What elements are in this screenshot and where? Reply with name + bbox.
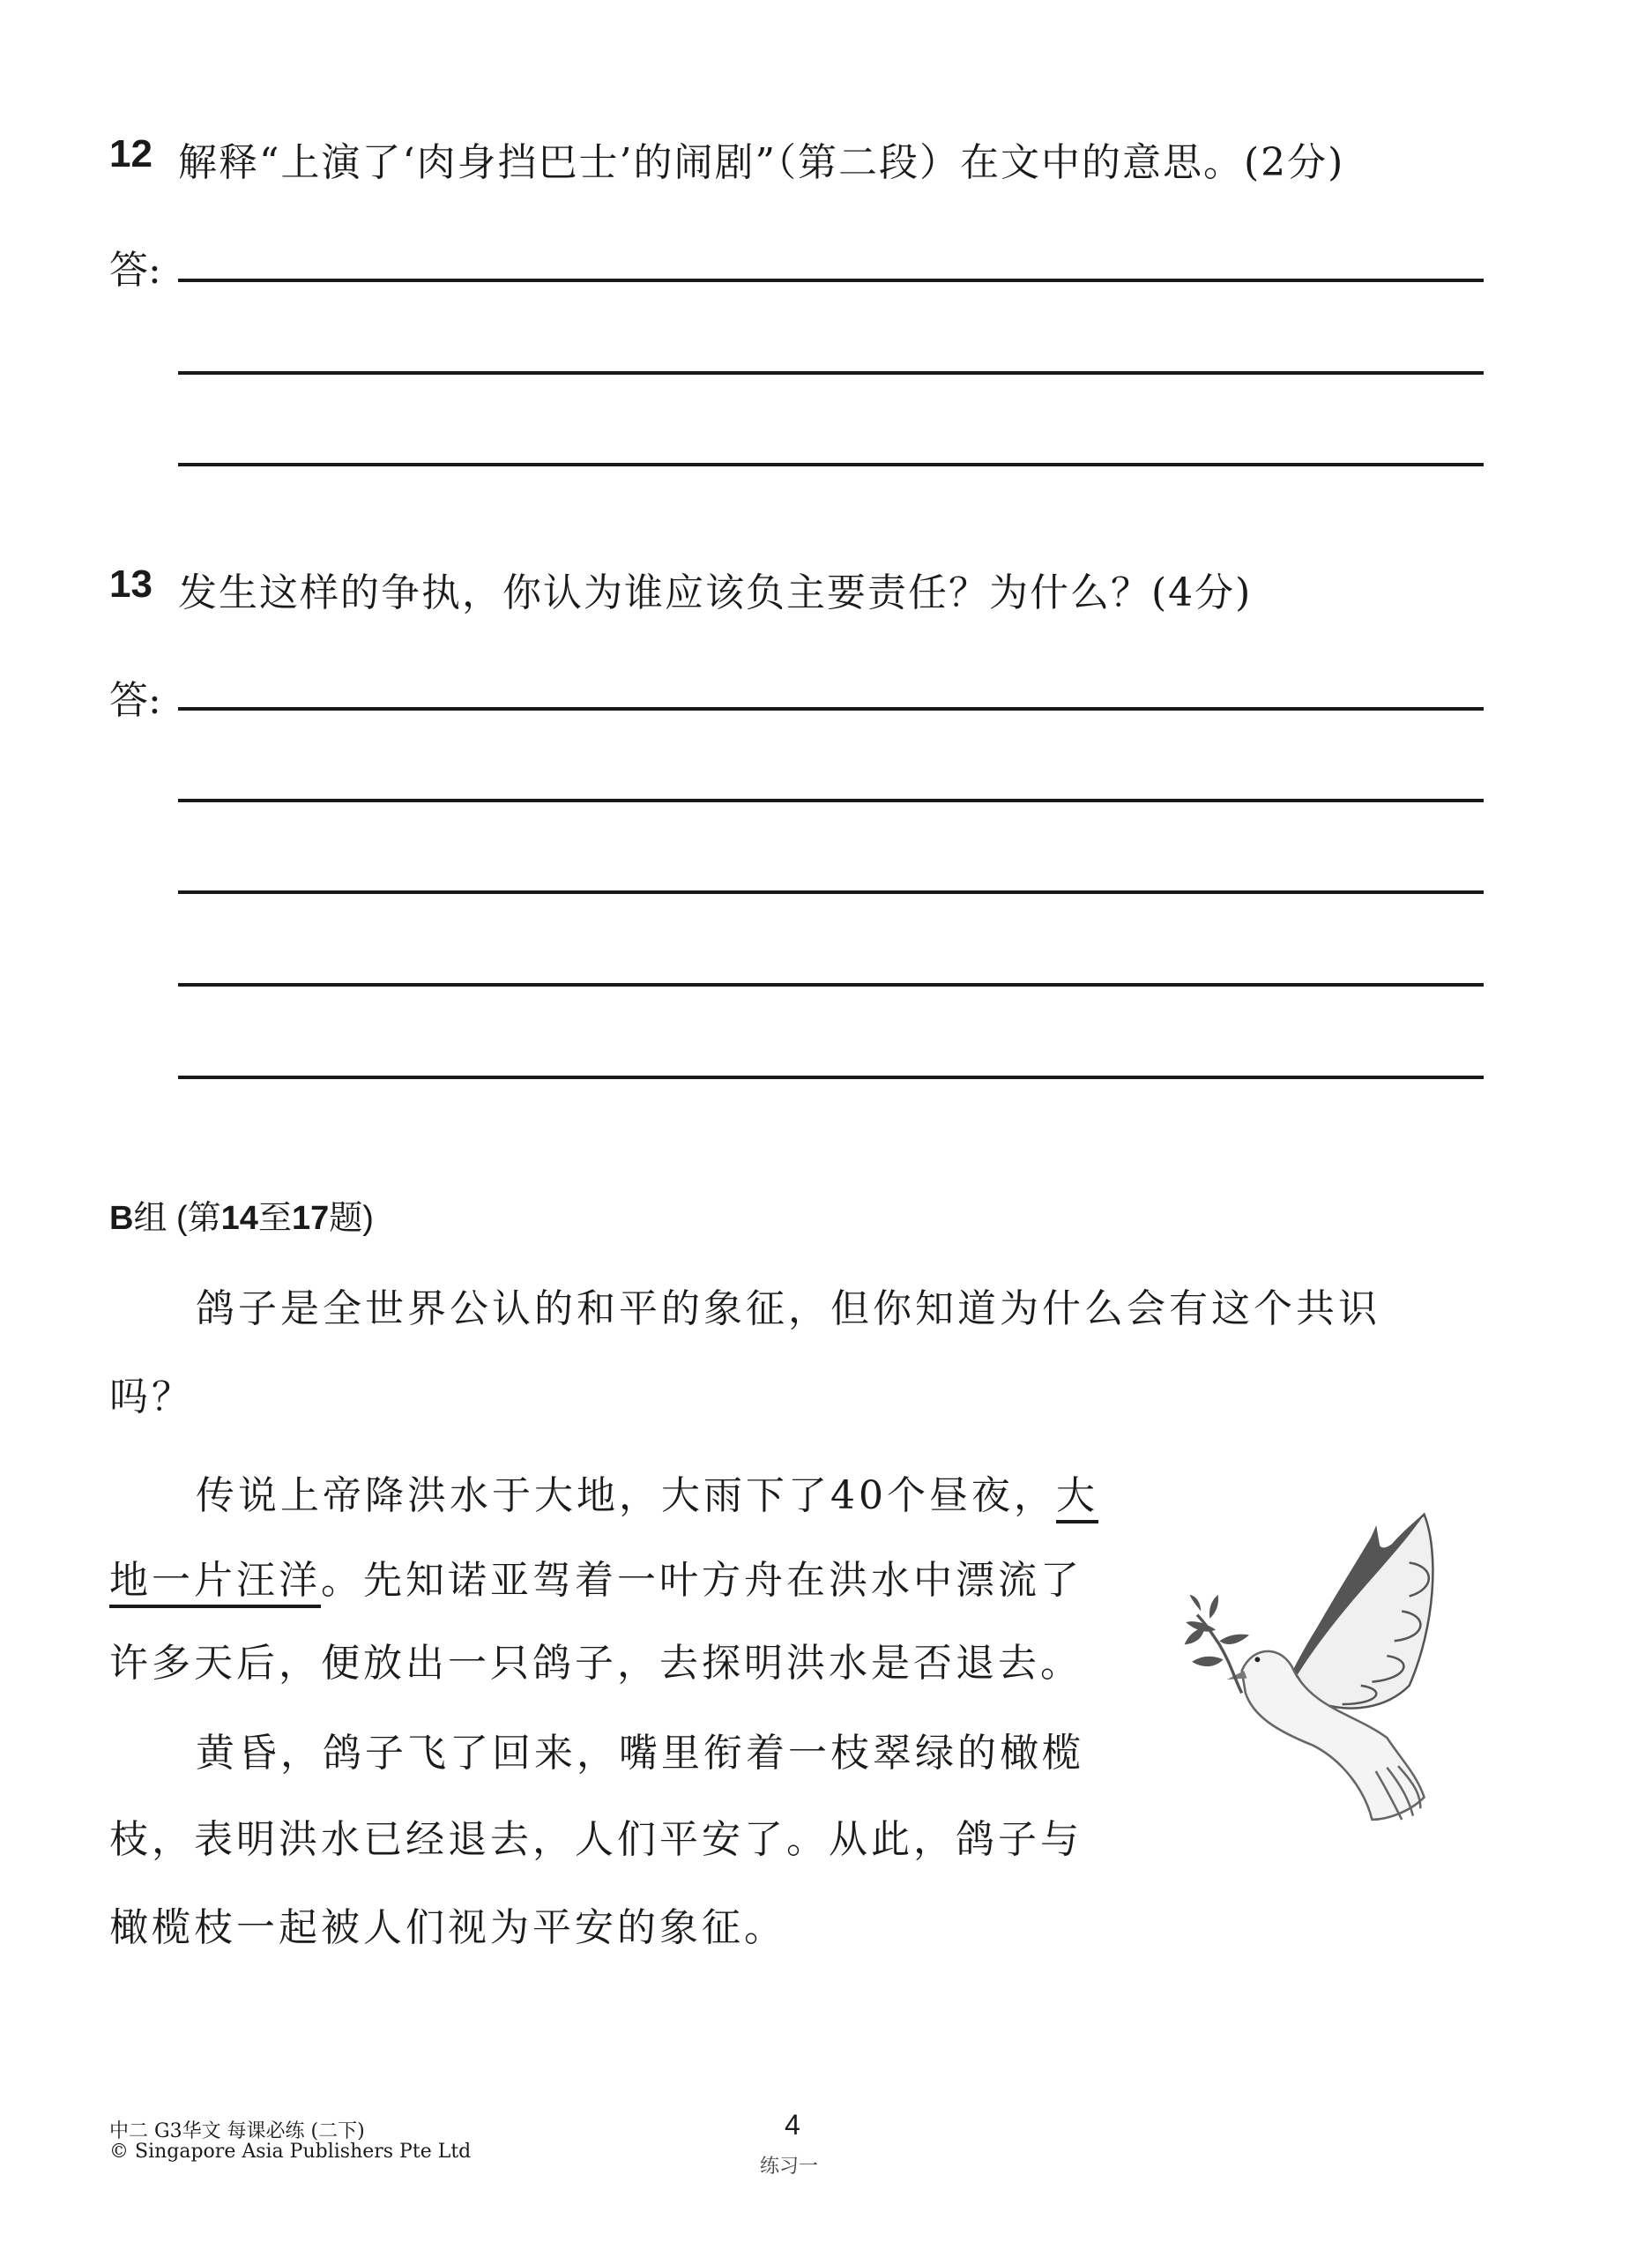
answer-line[interactable] [178, 799, 1484, 802]
passage-p3-line1: 黄昏，鸽子飞了回来，嘴里衔着一枝翠绿的橄榄 [196, 1731, 1084, 1776]
answer-line[interactable] [178, 983, 1484, 987]
passage-text: 传说上帝降洪水于大地，大雨下了40个昼夜， [196, 1473, 1056, 1518]
answer-label-13: 答: [109, 678, 161, 723]
passage-p2-line1 [196, 1464, 1098, 1520]
question-12-number: 12 [109, 132, 153, 175]
answer-line[interactable] [178, 890, 1484, 894]
passage-text: 。先知诺亚驾着一叶方舟在洪水中漂流了 [321, 1558, 1083, 1603]
underlined-text: 地一片汪洋 [109, 1558, 321, 1608]
question-12-text: 解释“上演了‘肉身挡巴士’的闹剧”（第二段）在文中的意思。(2分) [178, 140, 1345, 185]
exercise-label: 练习一 [760, 2156, 819, 2178]
page-number: 4 [785, 2109, 800, 2141]
section-label-end: 题) [329, 1200, 374, 1237]
passage-p1-line2: 吗？ [109, 1374, 194, 1419]
question-13-text: 发生这样的争执，你认为谁应该负主要责任？为什么？(4分) [178, 570, 1253, 615]
section-label: 组 (第 [133, 1200, 221, 1237]
dove-with-olive-branch-icon [1164, 1472, 1499, 1869]
section-to: 至 [257, 1200, 292, 1237]
passage-p2-line3: 许多天后，便放出一只鸽子，去探明洪水是否退去。 [109, 1641, 1083, 1686]
section-end-number: 17 [291, 1200, 330, 1237]
answer-line[interactable] [178, 279, 1484, 282]
underlined-text: 大 [1056, 1473, 1098, 1523]
answer-line[interactable] [178, 707, 1484, 711]
section-letter: B [109, 1200, 134, 1237]
footer-copyright: © Singapore Asia Publishers Pte Ltd [109, 2141, 472, 2163]
passage-p2-line2 [109, 1548, 1083, 1605]
answer-line[interactable] [178, 1076, 1484, 1079]
answer-line[interactable] [178, 371, 1484, 375]
section-start-number: 14 [220, 1200, 258, 1237]
passage-p3-line2: 枝，表明洪水已经退去，人们平安了。从此，鸽子与 [109, 1817, 1083, 1862]
footer-book-title: 中二 G3华文 每课必练 (二下) [109, 2120, 365, 2142]
question-13-number: 13 [109, 562, 153, 606]
passage-p1-line1: 鸽子是全世界公认的和平的象征，但你知道为什么会有这个共识 [196, 1286, 1380, 1331]
answer-label-12: 答: [109, 248, 161, 293]
passage-p3-line3: 橄榄枝一起被人们视为平安的象征。 [109, 1905, 786, 1950]
section-b-heading [109, 1190, 374, 1239]
answer-line[interactable] [178, 463, 1484, 466]
